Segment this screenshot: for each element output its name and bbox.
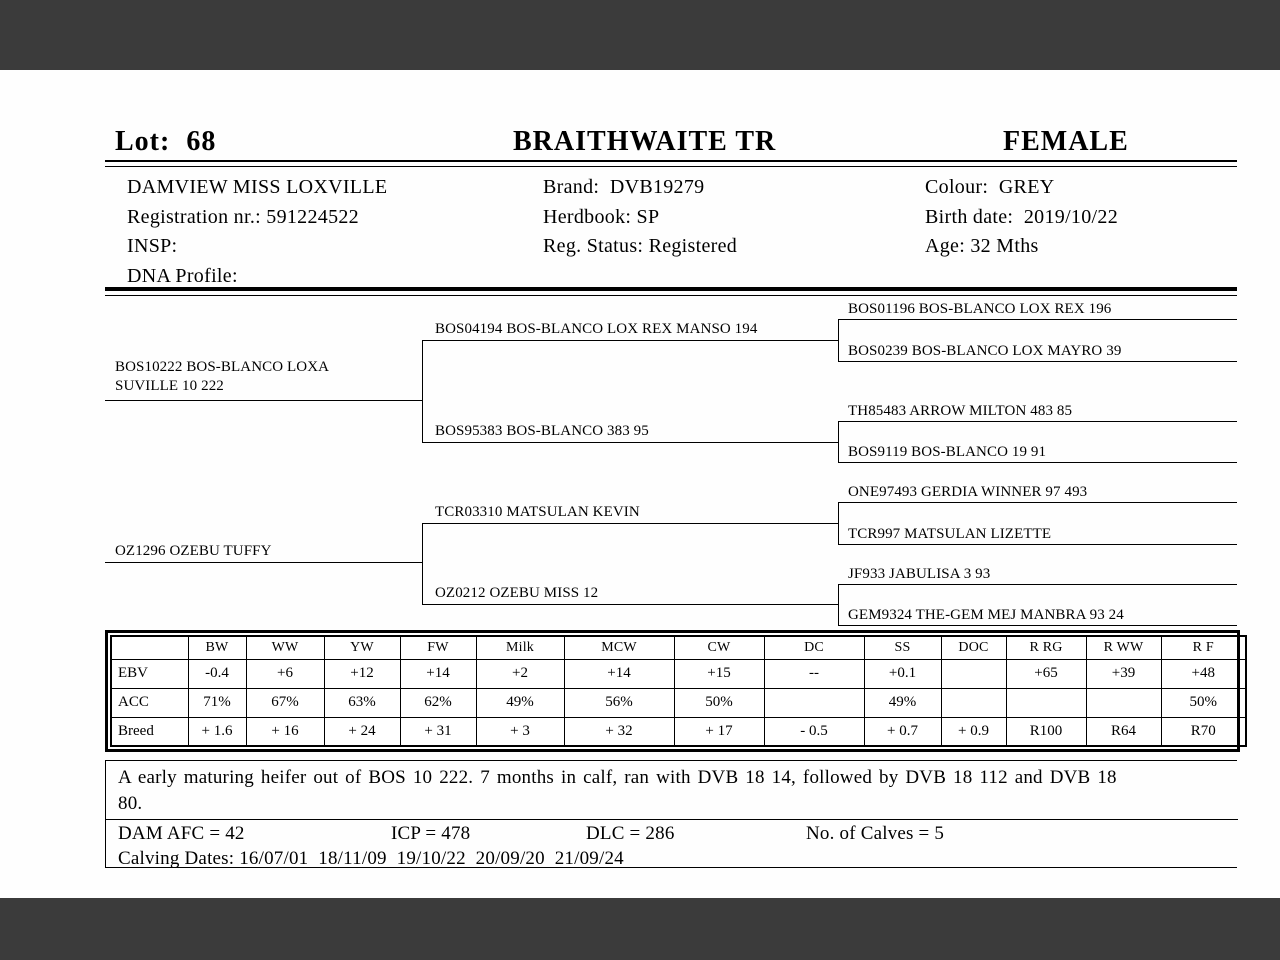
ebv-value-cell: + 31	[400, 717, 476, 746]
ebv-col-header	[111, 636, 188, 659]
ebv-value-cell	[941, 659, 1006, 688]
pedigree-line	[422, 523, 838, 524]
ebv-value-cell: + 0.9	[941, 717, 1006, 746]
pedigree-line	[422, 340, 838, 341]
ebv-row-label: Breed	[111, 717, 188, 746]
ebv-value-cell: +0.1	[864, 659, 941, 688]
pedigree-line	[838, 502, 1237, 503]
pedigree-line	[838, 421, 839, 463]
vendor-name: BRAITHWAITE TR	[513, 126, 777, 157]
icp-stat: ICP = 478	[391, 823, 471, 844]
pedigree-line	[838, 319, 839, 362]
bottom-letterbox-bar	[0, 898, 1280, 960]
identity-column-right	[925, 173, 1118, 262]
ebv-value-cell	[1006, 688, 1086, 717]
ebv-value-cell: +39	[1086, 659, 1161, 688]
ebv-value-cell: 49%	[864, 688, 941, 717]
ebv-value-cell: + 3	[476, 717, 564, 746]
ebv-col-header: WW	[246, 636, 324, 659]
pedigree-line	[422, 523, 423, 605]
ebv-col-header: SS	[864, 636, 941, 659]
reg-status-field: Reg. Status: Registered	[543, 235, 738, 257]
ebv-value-cell: +6	[246, 659, 324, 688]
pedigree-sire-sire-dam: BOS0239 BOS-BLANCO LOX MAYRO 39	[848, 343, 1122, 359]
pedigree-sire-dam-dam: BOS9119 BOS-BLANCO 19 91	[848, 444, 1047, 460]
pedigree-dam-sire-dam: TCR997 MATSULAN LIZETTE	[848, 526, 1052, 542]
calving-dates: Calving Dates: 16/07/01 18/11/09 19/10/22 20/09/20 21/09/24	[118, 848, 624, 869]
pedigree-sire-dam-sire: TH85483 ARROW MILTON 483 85	[848, 403, 1073, 419]
pedigree-line	[422, 604, 838, 605]
pedigree-sire-dam: BOS95383 BOS-BLANCO 383 95	[435, 423, 649, 439]
animal-name: DAMVIEW MISS LOXVILLE	[127, 176, 388, 198]
identity-column-left	[127, 173, 387, 291]
ebv-value-cell: 49%	[476, 688, 564, 717]
ebv-col-header: DOC	[941, 636, 1006, 659]
ebv-col-header: CW	[674, 636, 764, 659]
pedigree-dam-dam-dam: GEM9324 THE-GEM MEJ MANBRA 93 24	[848, 607, 1124, 623]
pedigree-line	[838, 421, 1237, 422]
insp-field: INSP:	[127, 235, 178, 257]
breed-row	[111, 717, 1246, 746]
ebv-value-cell: +2	[476, 659, 564, 688]
dam-afc-stat: DAM AFC = 42	[118, 823, 245, 844]
ebv-value-cell: + 32	[564, 717, 674, 746]
notes-divider-line	[106, 819, 1238, 820]
acc-row	[111, 688, 1246, 717]
ebv-col-header: FW	[400, 636, 476, 659]
pedigree-line	[105, 562, 422, 563]
ebv-value-cell: + 16	[246, 717, 324, 746]
pedigree-dam: OZ1296 OZEBU TUFFY	[115, 543, 272, 559]
ebv-value-cell	[764, 688, 864, 717]
pedigree-sire: BOS10222 BOS-BLANCO LOXA SUVILLE 10 222	[115, 359, 329, 394]
pedigree-line	[838, 502, 839, 545]
registration-number: Registration nr.: 591224522	[127, 205, 359, 228]
ebv-value-cell: +48	[1161, 659, 1246, 688]
ebv-value-cell: 50%	[674, 688, 764, 717]
ebv-col-header: R F	[1161, 636, 1246, 659]
pedigree-line	[838, 625, 1237, 626]
ebv-col-header: MCW	[564, 636, 674, 659]
pedigree-sire-sire: BOS04194 BOS-BLANCO LOX REX MANSO 194	[435, 321, 758, 337]
pedigree-line	[838, 584, 1237, 585]
ebv-value-cell: --	[764, 659, 864, 688]
ebv-header-row	[111, 636, 1246, 659]
num-calves-stat: No. of Calves = 5	[806, 823, 945, 844]
ebv-value-cell: R100	[1006, 717, 1086, 746]
birth-date-field: Birth date: 2019/10/22	[925, 205, 1118, 228]
dna-profile-field: DNA Profile:	[127, 264, 238, 287]
ebv-table	[110, 635, 1247, 747]
pedigree-line	[838, 462, 1237, 463]
lot-description: A early maturing heifer out of BOS 10 222. 7 months in calf, ran with DVB 18 14, followed by DVB 18 112 and DVB 18 80.	[118, 767, 1117, 814]
header-divider-rule	[105, 160, 1237, 167]
top-letterbox-bar	[0, 0, 1280, 70]
ebv-col-header: DC	[764, 636, 864, 659]
ebv-value-cell: 56%	[564, 688, 674, 717]
pedigree-line	[838, 584, 839, 626]
pedigree-sire-sire-sire: BOS01196 BOS-BLANCO LOX REX 196	[848, 301, 1112, 317]
ebv-value-cell	[941, 688, 1006, 717]
ebv-value-cell: + 24	[324, 717, 400, 746]
lot-number: Lot: 68	[115, 126, 217, 157]
pedigree-line	[105, 400, 422, 401]
ebv-col-header: R RG	[1006, 636, 1086, 659]
ebv-value-cell	[1086, 688, 1161, 717]
pedigree-dam-dam: OZ0212 OZEBU MISS 12	[435, 585, 599, 601]
ebv-col-header: BW	[188, 636, 246, 659]
pedigree-line	[838, 544, 1237, 545]
ebv-col-header: Milk	[476, 636, 564, 659]
sex-label: FEMALE	[1003, 126, 1129, 157]
pedigree-line	[422, 442, 838, 443]
ebv-value-cell: 63%	[324, 688, 400, 717]
ebv-value-cell: +65	[1006, 659, 1086, 688]
ebv-row	[111, 659, 1246, 688]
age-field: Age: 32 Mths	[925, 235, 1039, 257]
ebv-value-cell: R64	[1086, 717, 1161, 746]
ebv-value-cell: +14	[400, 659, 476, 688]
ebv-value-cell: 67%	[246, 688, 324, 717]
ebv-value-cell: +14	[564, 659, 674, 688]
brand-field: Brand: DVB19279	[543, 176, 705, 198]
ebv-value-cell: 50%	[1161, 688, 1246, 717]
pedigree-dam-dam-sire: JF933 JABULISA 3 93	[848, 566, 991, 582]
ebv-value-cell: +15	[674, 659, 764, 688]
herdbook-field: Herdbook: SP	[543, 205, 660, 228]
ebv-value-cell: 71%	[188, 688, 246, 717]
dlc-stat: DLC = 286	[586, 823, 675, 844]
ebv-table-frame	[105, 630, 1240, 752]
ebv-row-label: EBV	[111, 659, 188, 688]
identity-divider-rule	[105, 287, 1237, 296]
identity-column-middle	[543, 173, 737, 262]
ebv-value-cell: + 17	[674, 717, 764, 746]
ebv-col-header: R WW	[1086, 636, 1161, 659]
ebv-value-cell: + 1.6	[188, 717, 246, 746]
ebv-col-header: YW	[324, 636, 400, 659]
notes-section	[105, 760, 1237, 868]
ebv-value-cell: - 0.5	[764, 717, 864, 746]
ebv-value-cell: -0.4	[188, 659, 246, 688]
pedigree-line	[422, 340, 423, 443]
pedigree-line	[838, 319, 1237, 320]
pedigree-dam-sire: TCR03310 MATSULAN KEVIN	[435, 504, 640, 520]
ebv-value-cell: + 0.7	[864, 717, 941, 746]
pedigree-line	[838, 361, 1237, 362]
colour-field: Colour: GREY	[925, 176, 1055, 198]
ebv-row-label: ACC	[111, 688, 188, 717]
ebv-value-cell: R70	[1161, 717, 1246, 746]
pedigree-dam-sire-sire: ONE97493 GERDIA WINNER 97 493	[848, 484, 1088, 500]
ebv-value-cell: 62%	[400, 688, 476, 717]
ebv-value-cell: +12	[324, 659, 400, 688]
